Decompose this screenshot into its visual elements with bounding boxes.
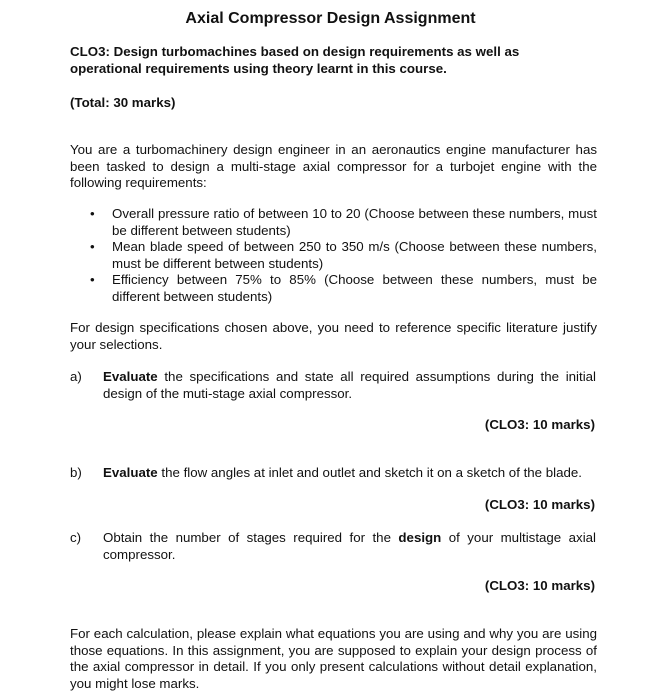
bullet-icon: • [90,239,95,254]
question-c-text [103,530,596,563]
question-c-marks: (CLO3: 10 marks) [484,578,595,593]
design-spec-note: For design specifications chosen above, you need to reference specific literature justify your selections. [70,320,597,352]
question-b-marks: (CLO3: 10 marks) [484,497,595,512]
intro-paragraph: You are a turbomachinery design engineer in an aeronautics engine manufacturer has been tasked to design a multi-stage axial compressor for a turbojet engine with the following requirements: [70,142,597,190]
clo-statement: CLO3: Design turbomachines based on design requirements as well as operational requirements using theory learnt in this course. [70,44,520,76]
question-a-body: the specifications and state all required assumptions during the initial design of the muti-stage axial compressor. [103,369,596,401]
question-b-keyword: Evaluate [103,465,158,480]
question-c-label: c) [70,530,82,545]
question-a-keyword: Evaluate [103,369,158,384]
requirement-text: Overall pressure ratio of between 10 to 20 (Choose between these numbers, must be different between students) [112,206,597,238]
closing-paragraph: For each calculation, please explain what equations you are using and why you are using those equations. In this assignment, you are supposed to explain your design process of the axial compressor in detail. If you only present calculations without detail explanation, you might lose marks. [70,626,597,691]
question-a-marks: (CLO3: 10 marks) [484,417,595,432]
bullet-icon: • [90,272,95,287]
question-b-label: b) [70,465,82,480]
question-c-body: of your multistage axial compressor. [103,530,596,562]
page-title: Axial Compressor Design Assignment [185,10,476,27]
requirements-list [70,206,597,305]
list-item [70,272,597,305]
bullet-icon: • [90,206,95,221]
question-c-lead: Obtain the number of stages required for the [103,530,399,545]
question-b-body: the flow angles at inlet and outlet and sketch it on a sketch of the blade. [157,465,583,480]
question-a-text [103,369,596,402]
question-a-label: a) [70,369,82,384]
list-item [70,206,597,239]
question-b-text [103,465,596,482]
list-item [70,239,597,272]
requirement-text: Mean blade speed of between 250 to 350 m/s (Choose between these numbers, must be different between students) [112,239,597,271]
requirement-text: Efficiency between 75% to 85% (Choose between these numbers, must be different between students) [112,272,597,304]
total-marks: (Total: 30 marks) [70,95,176,110]
question-c-keyword: design [398,530,442,545]
